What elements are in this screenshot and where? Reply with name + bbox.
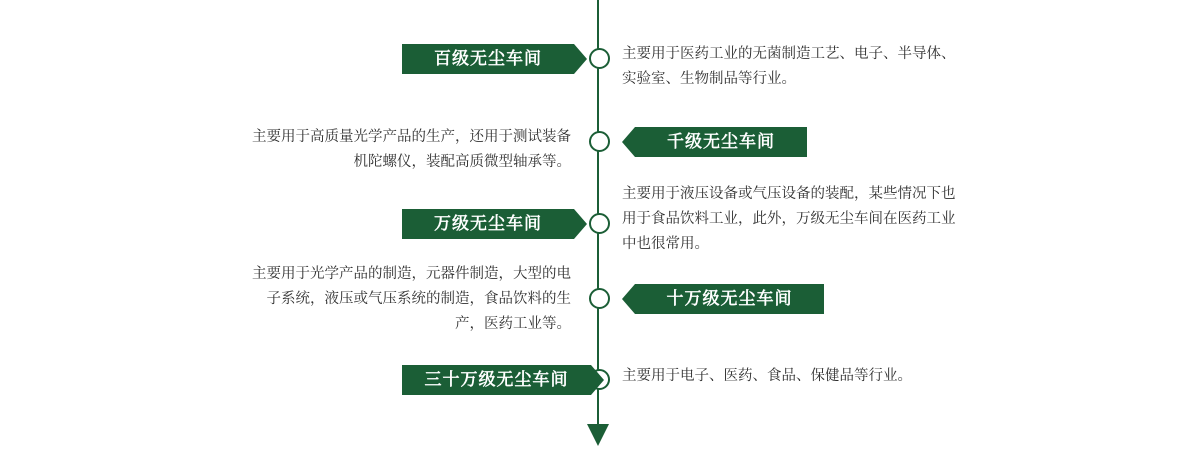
- timeline-label-1[interactable]: 百级无尘车间: [402, 44, 574, 74]
- timeline-description-3: 主要用于液压设备或气压设备的装配，某些情况下也用于食品饮料工业，此外，万级无尘车间在医药工业中也很常用。: [622, 186, 956, 252]
- timeline-description-1: 主要用于医药工业的无菌制造工艺、电子、半导体、实验室、生物制品等行业。: [622, 46, 956, 87]
- timeline-description-2: 主要用于高质量光学产品的生产，还用于测试装备机陀螺仪，装配高质微型轴承等。: [252, 129, 571, 170]
- timeline-arrow-icon: [587, 424, 609, 446]
- timeline-label-5[interactable]: 三十万级无尘车间: [402, 365, 591, 395]
- timeline-node-2: [589, 131, 610, 152]
- timeline-label-2[interactable]: 千级无尘车间: [635, 127, 807, 157]
- timeline-label-3[interactable]: 万级无尘车间: [402, 209, 574, 239]
- timeline-node-1: [589, 48, 610, 69]
- timeline-description-5: 主要用于电子、医药、食品、保健品等行业。: [622, 368, 912, 384]
- timeline-description-4: 主要用于光学产品的制造，元器件制造，大型的电子系统，液压或气压系统的制造，食品饮料的生产，医药工业等。: [252, 266, 571, 332]
- timeline-node-4: [589, 288, 610, 309]
- timeline-label-4[interactable]: 十万级无尘车间: [635, 284, 824, 314]
- timeline-node-3: [589, 213, 610, 234]
